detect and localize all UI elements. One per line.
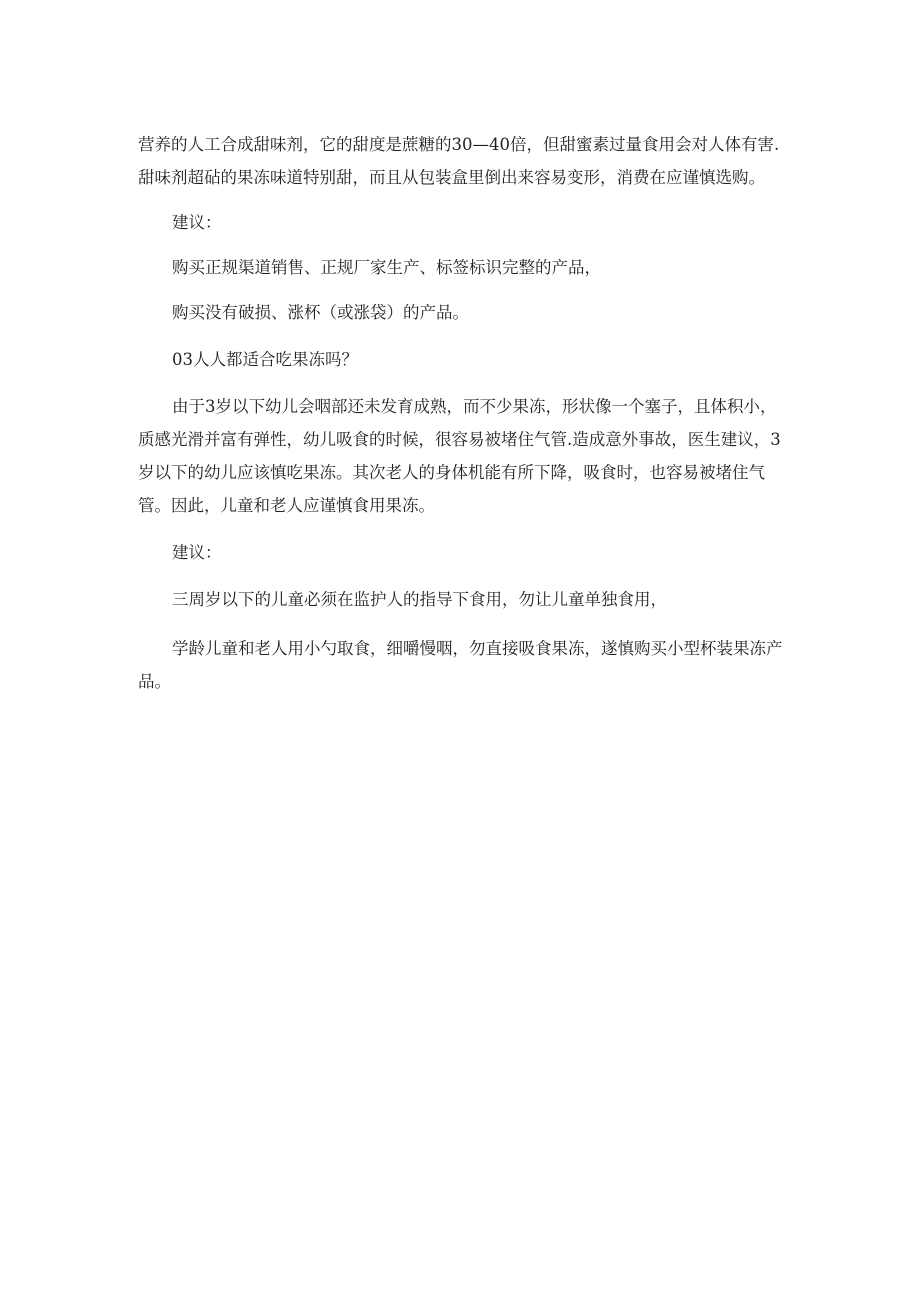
paragraph-advice-heading-2: 建议： — [172, 543, 222, 562]
paragraph-sweetener-warning: 营养的人工合成甜味剂，它的甜度是蔗糖的30—40倍，但甜蜜素过量食用会对人体有害.甜味剂超砧的果冻味道特别甜，而且从包装盒里倒出来容易变形，消费在应谨慎选购。 — [138, 135, 780, 187]
paragraph-advice-no-damage: 购买没有破损、涨杯（或涨袋）的产品。 — [172, 303, 469, 322]
paragraph-advice-regular-channels: 购买正规渠道销售、正规厂家生产、标签标识完整的产品， — [172, 258, 601, 277]
section-heading-03: 03人人都适合吃果冻吗？ — [172, 350, 358, 369]
paragraph-advice-heading-1: 建议： — [172, 213, 222, 232]
paragraph-choking-risk: 由于3岁以下幼儿会咽部还未发育成熟，而不少果冻，形状像一个塞子，且体积小，质感光滑并富有弹性，幼儿吸食的时候，很容易被堵住气管.造成意外事故，医生建议，3岁以下的幼儿应该慎吃果冻。其次老人的身体机能有所下降，吸食时，也容易被堵住气管。因此，儿童和老人应谨慎食用果冻。 — [138, 397, 781, 515]
paragraph-advice-small-spoon: 学龄儿童和老人用小勺取食，细嚼慢咽，勿直接吸食果冻，遂慎购买小型杯装果冻产品。 — [138, 639, 783, 691]
document-body — [138, 128, 790, 698]
paragraph-advice-supervision: 三周岁以下的儿童必须在监护人的指导下食用，勿让儿童单独食用， — [172, 590, 667, 609]
